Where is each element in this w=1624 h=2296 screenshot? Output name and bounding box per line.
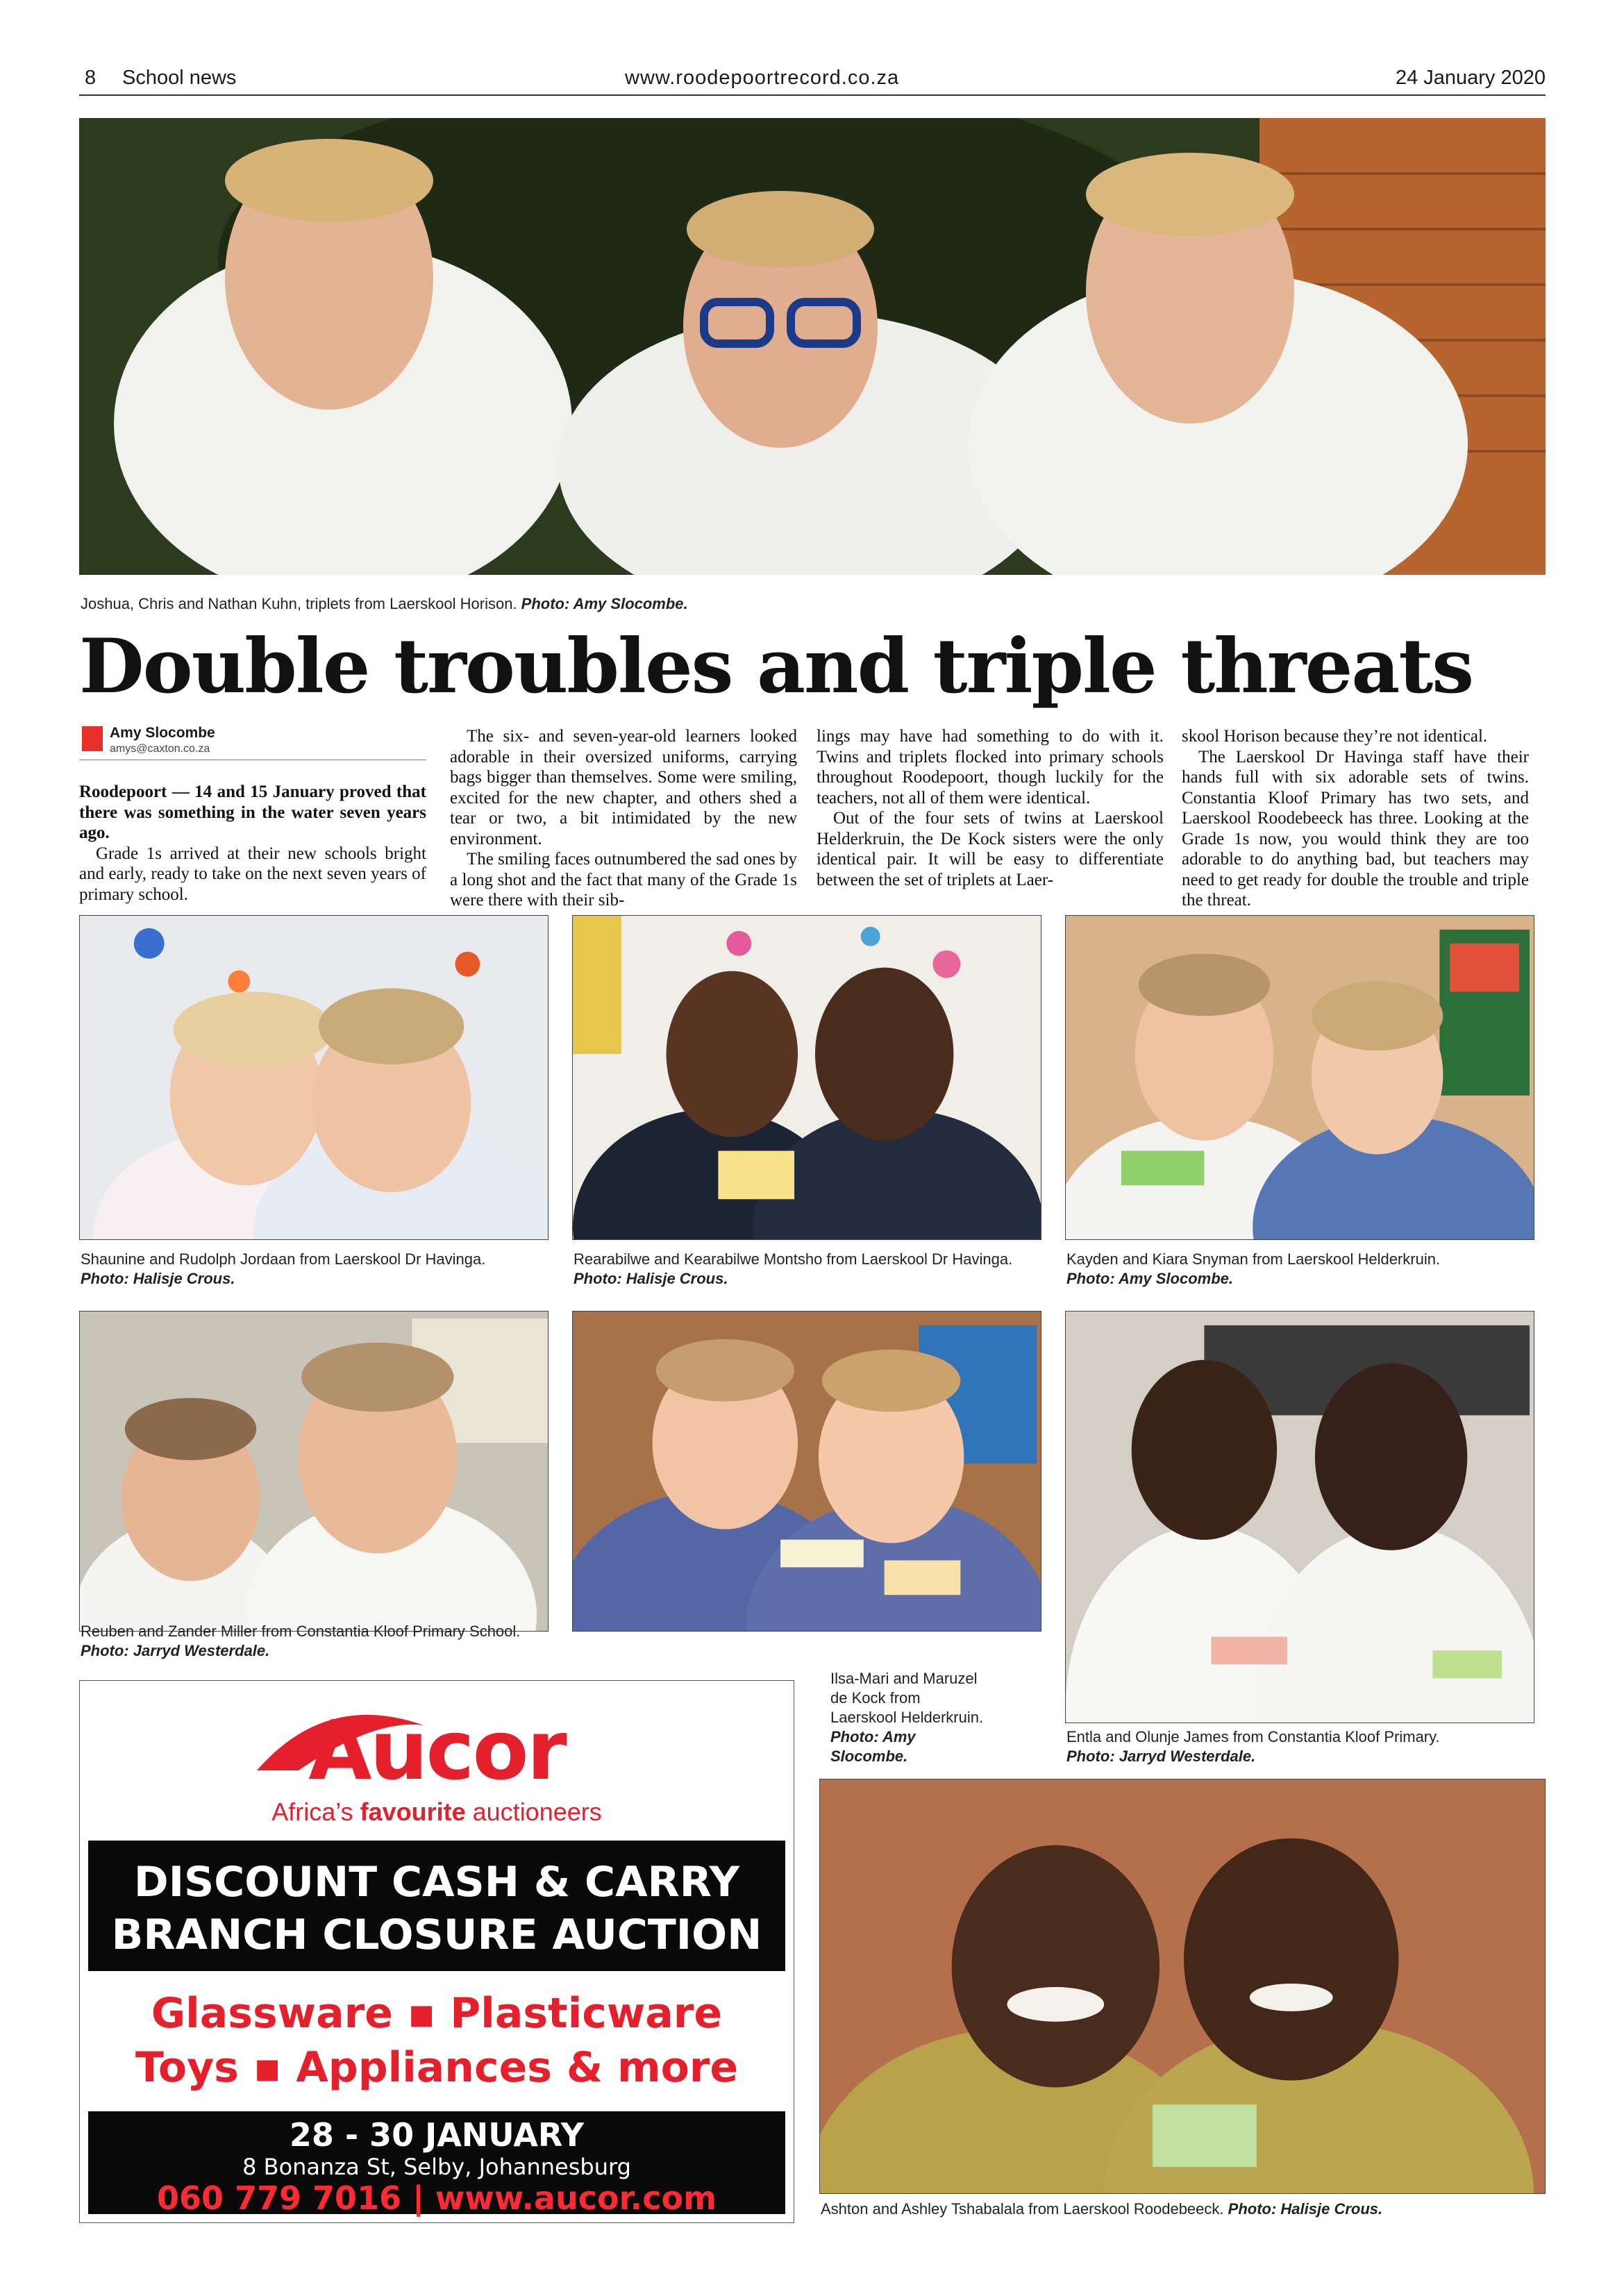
auction-items: [80, 1986, 794, 2095]
aucor-tagline: Africa’s favourite auctioneers: [271, 1798, 602, 1826]
article-column-4: [1182, 726, 1529, 911]
triplets-photo: [79, 118, 1546, 575]
auction-dates: 28 - 30 JANUARY: [289, 2116, 585, 2154]
jordaan-caption: Shaunine and Rudolph Jordaan from Laerskool Dr Havinga. Photo: Halisje Crous.: [81, 1250, 486, 1287]
author-email[interactable]: amys@caxton.co.za: [110, 743, 210, 755]
miller-caption: Reuben and Zander Miller from Constantia Kloof Primary School. Photo: Jarryd Westerdale.: [81, 1623, 521, 1659]
article-paragraph: Out of the four sets of twins at Laerskool Helderkruin, the De Kock sisters were the only identical pair. It will be easy to differentiate between the set of triplets at Laer-: [817, 809, 1164, 889]
aucor-logo: [80, 1702, 794, 1798]
article-paragraph: Grade 1s arrived at their new schools bright and early, ready to take on the next seven years of primary school.: [79, 844, 426, 904]
tshabalala-twins-photo: [819, 1779, 1546, 2194]
miller-twins-photo: [79, 1311, 549, 1632]
triplets-caption: Joshua, Chris and Nathan Kuhn, triplets from Laerskool Horison. Photo: Amy Slocombe.: [81, 595, 688, 612]
article-paragraph: The Laerskool Dr Havinga staff have their hands full with six adorable sets of twins. Constantia Kloof Primary has two sets, and Laerskool Roodebeeck has three. Looking at the Grade 1s now, you would think they are too adorable to do anything bad, but teachers may need to get ready for double the trouble and triple the threat.: [1182, 747, 1529, 910]
auction-contact[interactable]: 060 779 7016 | www.aucor.com: [156, 2179, 717, 2217]
article-column-1: [79, 782, 426, 905]
auction-details-box: [88, 2111, 785, 2217]
auction-headline-box: [88, 1841, 785, 1971]
auction-headline-line-1: DISCOUNT CASH & CARRY: [133, 1858, 740, 1907]
page-number: 8: [85, 67, 97, 89]
article-headline: Double troubles and triple threats: [79, 623, 1473, 710]
snyman-twins-photo: [1065, 915, 1534, 1240]
auction-address: 8 Bonanza St, Selby, Johannesburg: [242, 2154, 631, 2180]
issue-date: 24 January 2020: [1395, 67, 1546, 89]
de-kock-caption: Ilsa-Mari and Maruzel de Kock from Laerskool Helderkruin. Photo: Amy Slocombe.: [830, 1670, 984, 1765]
article-paragraph: The smiling faces outnumbered the sad ones by a long shot and the fact that many of the Grade 1s were there with their sib-: [450, 850, 797, 910]
james-caption: Entla and Olunje James from Constantia Kloof Primary. Photo: Jarryd Westerdale.: [1066, 1728, 1440, 1765]
section-name: School news: [122, 67, 237, 89]
de-kock-twins-photo: [572, 1311, 1041, 1632]
jordaan-twins-photo: [79, 915, 549, 1240]
article-paragraph: The six- and seven-year-old learners looked adorable in their oversized uniforms, carrying bags bigger than themselves. Some were smiling, excited for the new chapter, and others shed a tear or two, a bit intimidated by the new environment.: [450, 727, 797, 848]
aucor-brand-name: Aucor: [308, 1702, 565, 1798]
montsho-caption: Rearabilwe and Kearabilwe Montsho from Laerskool Dr Havinga. Photo: Halisje Crous.: [574, 1250, 1013, 1287]
website-link[interactable]: www.roodepoortrecord.co.za: [625, 67, 900, 89]
aucor-advert[interactable]: [79, 1680, 794, 2223]
article-paragraph: lings may have had something to do with it. Twins and triplets flocked into primary schools throughout Roodepoort, though luckily for the teachers, not all of them were identical.: [817, 727, 1164, 807]
james-twins-photo: [1065, 1311, 1534, 1723]
snyman-caption: Kayden and Kiara Snyman from Laerskool Helderkruin. Photo: Amy Slocombe.: [1066, 1250, 1441, 1287]
byline-marker: [82, 726, 103, 751]
article-lead: Roodepoort — 14 and 15 January proved that there was something in the water seven years ago.: [79, 782, 426, 842]
tshabalala-caption: Ashton and Ashley Tshabalala from Laerskool Roodebeeck. Photo: Halisje Crous.: [821, 2200, 1383, 2218]
article-paragraph: skool Horison because they’re not identical.: [1182, 727, 1488, 746]
author-name: Amy Slocombe: [110, 725, 215, 741]
article-column-2: [450, 726, 797, 911]
article-column-3: [817, 726, 1164, 890]
header-rule: [79, 94, 1546, 96]
montsho-twins-photo: [572, 915, 1041, 1240]
auction-items-line-1: Glassware ▪ Plasticware: [151, 1989, 723, 2038]
auction-headline-line-2: BRANCH CLOSURE AUCTION: [111, 1911, 762, 1959]
auction-items-line-2: Toys ▪ Appliances & more: [135, 2043, 739, 2092]
